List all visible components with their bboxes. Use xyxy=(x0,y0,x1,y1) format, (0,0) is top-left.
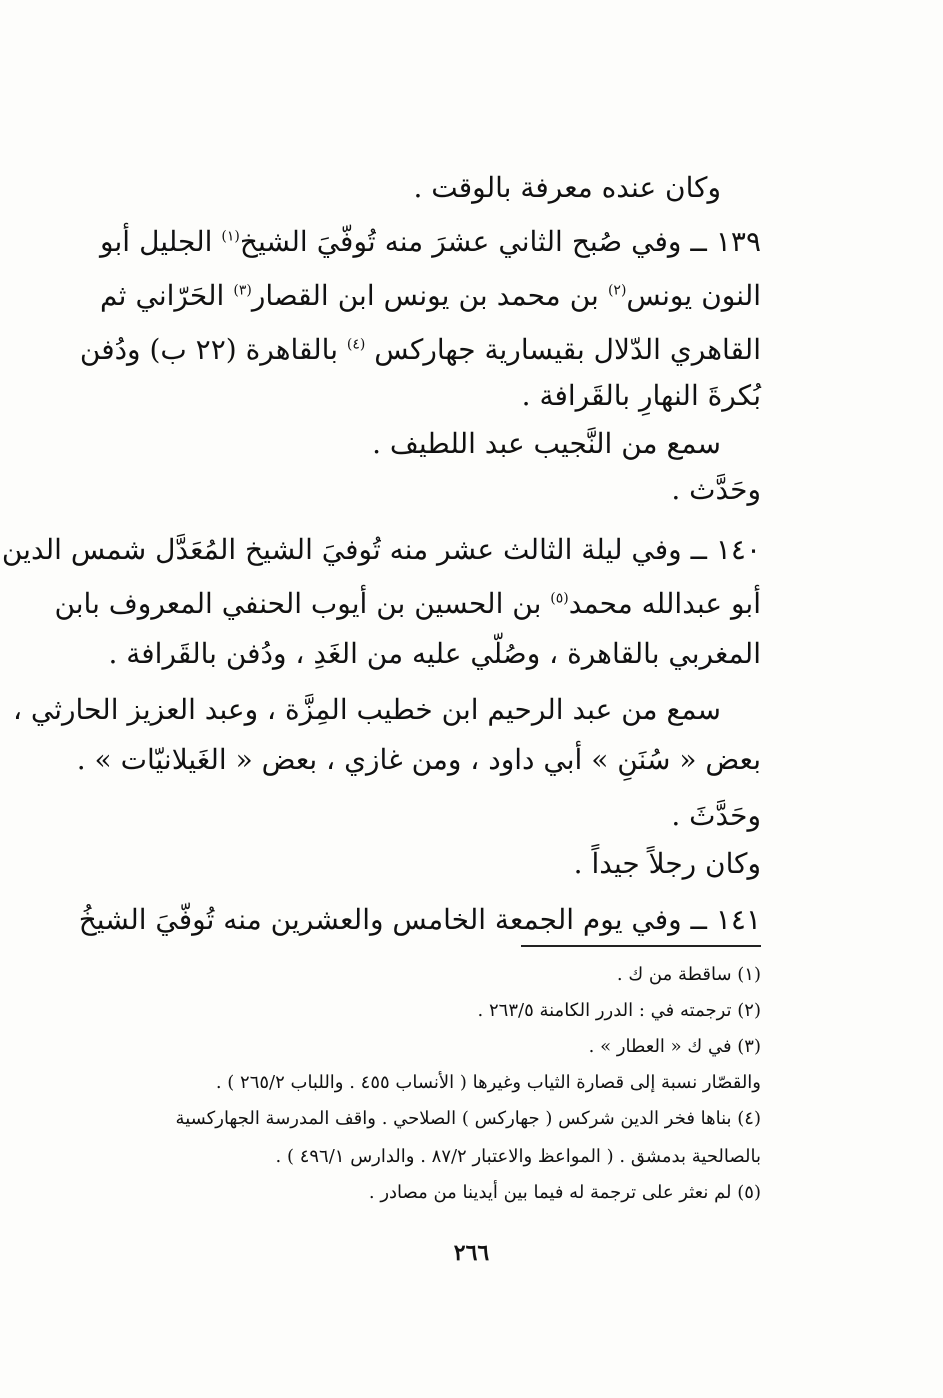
text-line: وحَدَّثَ . xyxy=(671,799,761,832)
text-line: أبو عبدالله محمد$^{(٥)}$ بن الحسين بن أيوب الحنفي المعروف بابن xyxy=(54,587,761,620)
text-line: سمع من النَّجيب عبد اللطيف . xyxy=(372,427,721,460)
entry-141-heading: ١٤١ ــ وفي يوم الجمعة الخامس والعشرين منه تُوفّيَ الشيخُ xyxy=(78,903,761,936)
footnote: بالصالحية بدمشق . ( المواعظ والاعتبار ٨٧/٢ . والدارس ٤٩٦/١ ) . xyxy=(275,1146,761,1167)
footnote: والقصّار نسبة إلى قصارة الثياب وغيرها ( الأنساب ٤٥٥ . واللباب ٢٦٥/٢ ) . xyxy=(215,1072,761,1093)
text-line: القاهري الدّلال بقيسارية جهاركس $^{(٤)}$ بالقاهرة (٢٢ ب) ودُفن xyxy=(79,333,761,366)
footnote: (٣) في ك « العطار » . xyxy=(588,1036,761,1057)
text-line: بعض « سُنَنِ » أبي داود ، ومن غازي ، بعض « الغَيلانيّات » . xyxy=(76,743,761,776)
footnote: (٤) بناها فخر الدين شركس ( جهاركس ) الصلاحي . واقف المدرسة الجهاركسية xyxy=(175,1108,761,1129)
footnote-mark: (٣) xyxy=(233,282,252,299)
entry-140-heading: ١٤٠ ــ وفي ليلة الثالث عشر منه تُوفيَ الشيخ المُعَدَّل شمس الدين xyxy=(1,533,761,566)
text-line: وحَدَّث . xyxy=(671,473,761,506)
text-line: وكان رجلاً جيداً . xyxy=(573,847,761,880)
footnote-mark: (٥) xyxy=(550,590,569,607)
footnote-separator xyxy=(521,945,761,947)
text-line: بُكرةَ النهارِ بالقَرافة . xyxy=(521,379,761,412)
entry-139-heading: ١٣٩ ــ وفي صُبح الثاني عشرَ منه تُوفّيَ الشيخ$^{(١)}$ الجليل أبو xyxy=(100,225,761,258)
footnote: (٢) ترجمته في : الدرر الكامنة ٢٦٣/٥ . xyxy=(477,1000,761,1021)
footnote: (٥) لم نعثر على ترجمة له فيما بين أيدينا من مصادر . xyxy=(368,1182,761,1203)
footnote-mark: (١) xyxy=(221,228,240,245)
footnote-mark: (٢) xyxy=(607,282,627,299)
footnote-mark: (٤) xyxy=(346,336,366,353)
text-line: سمع من عبد الرحيم ابن خطيب المِزَّة ، وعبد العزيز الحارثي ، xyxy=(12,693,721,726)
text-line: النون يونس$^{(٢)}$ بن محمد بن يونس ابن القصار$^{(٣)}$ الحَرّاني ثم xyxy=(100,279,762,312)
page-number: ٢٦٦ xyxy=(453,1240,490,1266)
text-line: المغربي بالقاهرة ، وصُلّي عليه من الغَدِ ، ودُفن بالقَرافة . xyxy=(108,637,761,670)
text-line: وكان عنده معرفة بالوقت . xyxy=(413,171,721,204)
footnote: (١) ساقطة من ك . xyxy=(616,964,761,985)
